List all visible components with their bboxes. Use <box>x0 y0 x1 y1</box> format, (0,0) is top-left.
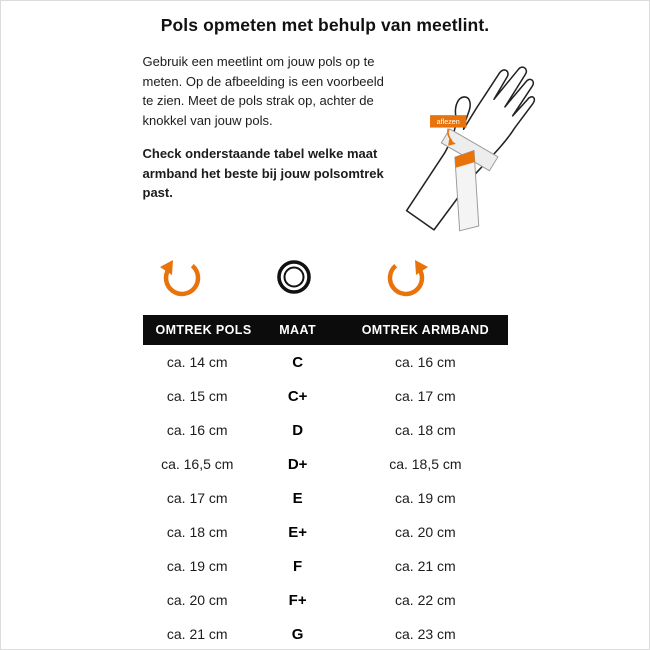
header-maat: MAAT <box>279 323 317 337</box>
table-row <box>143 617 508 650</box>
cell-omtrek-armband: ca. 17 cm <box>395 388 456 404</box>
table-row <box>143 379 508 413</box>
intro-section <box>143 52 508 241</box>
table-row <box>143 515 508 549</box>
cell-maat: E+ <box>288 523 307 541</box>
icon-row <box>143 251 508 301</box>
svg-text:aflezen: aflezen <box>436 118 460 127</box>
cell-omtrek-pols: ca. 21 cm <box>166 626 228 642</box>
wrist-measure-illustration <box>388 44 560 241</box>
cell-omtrek-armband: ca. 22 cm <box>395 592 456 608</box>
cell-omtrek-pols: ca. 16 cm <box>166 422 228 438</box>
cell-omtrek-armband: ca. 19 cm <box>395 490 456 506</box>
size-table <box>143 315 508 650</box>
cell-maat: D <box>292 421 304 439</box>
cell-omtrek-pols: ca. 18 cm <box>166 524 228 540</box>
cell-maat: C+ <box>287 387 308 405</box>
cell-maat: F <box>293 557 303 575</box>
intro-paragraph-bold: Check onderstaande tabel welke maat armband het beste bij jouw polsomtrek past. <box>142 146 384 200</box>
cell-omtrek-armband: ca. 18 cm <box>395 422 456 438</box>
cell-omtrek-pols: ca. 16,5 cm <box>161 456 234 472</box>
ring-icon <box>271 253 317 299</box>
cell-omtrek-pols: ca. 19 cm <box>166 558 228 574</box>
cell-omtrek-armband: ca. 21 cm <box>395 558 456 574</box>
table-row <box>143 447 508 481</box>
cell-omtrek-pols: ca. 20 cm <box>166 592 228 608</box>
cell-omtrek-pols: ca. 14 cm <box>166 354 228 370</box>
table-body <box>143 345 508 650</box>
cell-maat: E <box>292 489 303 507</box>
cell-omtrek-armband: ca. 20 cm <box>395 524 456 540</box>
cell-maat: G <box>291 625 304 643</box>
rotate-arrow-icon <box>383 253 429 299</box>
cell-maat: C <box>292 353 304 371</box>
table-row <box>143 583 508 617</box>
intro-paragraph: Gebruik een meetlint om jouw pols op te meten. Op de afbeelding is een voorbeeld te zien. Meet de pols strak op, achter de knokkel van jouw pols. <box>142 54 384 128</box>
table-row <box>143 345 508 379</box>
page-title: Pols opmeten met behulp van meetlint. <box>160 15 490 35</box>
header-omtrek-armband: OMTREK ARMBAND <box>361 323 490 337</box>
table-row <box>143 481 508 515</box>
table-row <box>143 549 508 583</box>
cell-maat: F+ <box>288 591 307 609</box>
rotate-arrow-icon <box>159 253 205 299</box>
cell-omtrek-armband: ca. 23 cm <box>395 626 456 642</box>
cell-omtrek-pols: ca. 15 cm <box>166 388 228 404</box>
table-header <box>143 315 508 345</box>
header-omtrek-pols: OMTREK POLS <box>155 323 252 337</box>
table-row <box>143 413 508 447</box>
cell-omtrek-pols: ca. 17 cm <box>166 490 228 506</box>
cell-omtrek-armband: ca. 16 cm <box>395 354 456 370</box>
cell-omtrek-armband: ca. 18,5 cm <box>389 456 462 472</box>
cell-maat: D+ <box>287 455 308 473</box>
